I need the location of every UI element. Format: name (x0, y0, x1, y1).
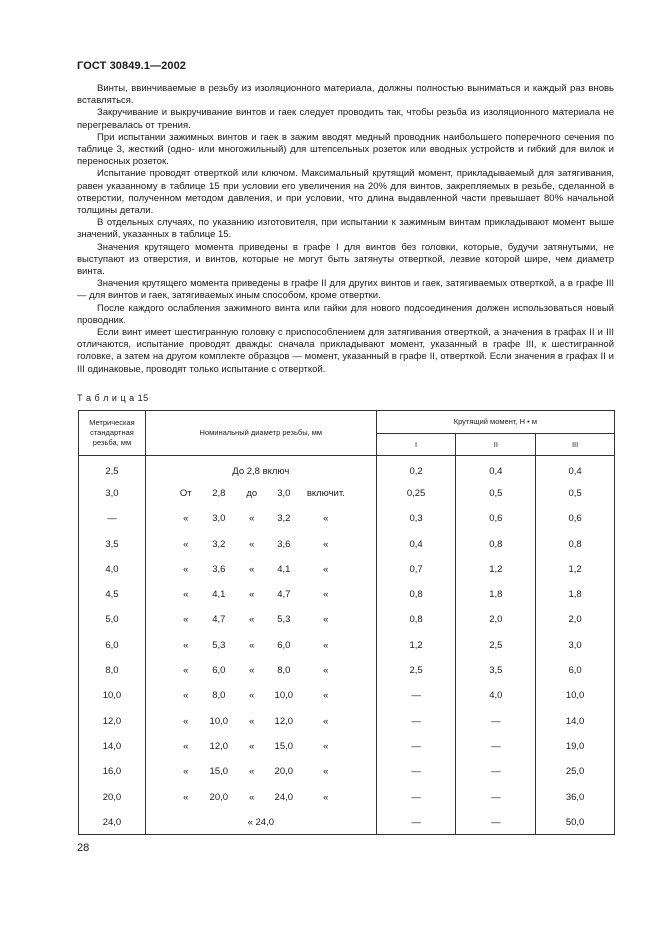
nominal-part-d: 4,7 (277, 589, 291, 601)
table-row (79, 506, 615, 531)
cell-thread: 3,0 (79, 481, 146, 506)
cell-torque-3: 0,4 (536, 456, 615, 481)
cell-torque-2: 2,5 (456, 633, 536, 658)
cell-torque-2: — (456, 784, 536, 809)
cell-thread: 10,0 (79, 683, 146, 708)
nominal-part-b: 3,0 (212, 513, 226, 525)
nominal-part-c: « (249, 665, 255, 677)
cell-torque-1: — (376, 759, 456, 784)
cell-torque-1: 0,4 (376, 531, 456, 556)
table-row (79, 734, 615, 759)
header-thread: Метрическая стандартная резьба, мм (79, 411, 146, 456)
cell-torque-3: 0,6 (536, 506, 615, 531)
nominal-part-b: 12,0 (209, 740, 229, 752)
nominal-part-b: 4,1 (212, 589, 226, 601)
nominal-part-c: « (249, 766, 255, 778)
cell-thread: 2,5 (79, 456, 146, 481)
nominal-part-c: « (249, 538, 255, 550)
nominal-part-e: « (323, 791, 329, 803)
table-row (79, 810, 615, 835)
cell-nominal-diameter (145, 531, 376, 556)
table-row (79, 633, 615, 658)
cell-torque-1: — (376, 784, 456, 809)
cell-torque-3: 14,0 (536, 708, 615, 733)
nominal-part-d: 6,0 (277, 639, 291, 651)
nominal-part-d: 5,3 (277, 614, 291, 626)
cell-torque-3: 3,0 (536, 633, 615, 658)
cell-torque-3: 1,8 (536, 582, 615, 607)
cell-torque-3: 10,0 (536, 683, 615, 708)
cell-nominal-diameter (145, 582, 376, 607)
cell-torque-1: 0,2 (376, 456, 456, 481)
nominal-part-b: 2,8 (212, 487, 226, 499)
nominal-part-c: « (249, 614, 255, 626)
cell-thread: 4,5 (79, 582, 146, 607)
body-text (77, 83, 614, 376)
nominal-part-a: « (183, 791, 189, 803)
nominal-part-e: « (323, 589, 329, 601)
table-row (79, 784, 615, 809)
cell-nominal-diameter (145, 633, 376, 658)
nominal-part-c: « (249, 715, 255, 727)
cell-nominal-diameter (145, 607, 376, 632)
nominal-part-a: От (179, 487, 192, 499)
nominal-part-e: « (323, 538, 329, 550)
cell-torque-1: — (376, 683, 456, 708)
table-row (79, 658, 615, 683)
nominal-part-e: « (323, 766, 329, 778)
nominal-part-b: 6,0 (212, 665, 226, 677)
cell-nominal-diameter (145, 759, 376, 784)
cell-torque-2: — (456, 734, 536, 759)
cell-torque-1: 2,5 (376, 658, 456, 683)
torque-table (78, 410, 615, 835)
cell-torque-2: — (456, 810, 536, 835)
cell-thread: 4,0 (79, 557, 146, 582)
cell-torque-1: 0,3 (376, 506, 456, 531)
cell-thread: 5,0 (79, 607, 146, 632)
paragraph: После каждого ослабления зажимного винта или гайки для нового подсоединения должен использоваться новый проводник. (77, 302, 614, 326)
cell-torque-3: 19,0 (536, 734, 615, 759)
nominal-part-e: « (323, 665, 329, 677)
nominal-part-d: 8,0 (277, 665, 291, 677)
cell-torque-2: — (456, 759, 536, 784)
header-col-1: I (376, 434, 456, 456)
cell-torque-3: 0,8 (536, 531, 615, 556)
nominal-part-a: « (183, 665, 189, 677)
nominal-part-e: « (323, 563, 329, 575)
nominal-part-c: « (249, 791, 255, 803)
nominal-part-a: « (183, 614, 189, 626)
nominal-part-d: 3,2 (277, 513, 291, 525)
cell-torque-1: — (376, 810, 456, 835)
nominal-part-a: « (183, 589, 189, 601)
table-row (79, 456, 615, 481)
cell-torque-2: 0,8 (456, 531, 536, 556)
nominal-part-a: « (183, 740, 189, 752)
nominal-part-b: 10,0 (209, 715, 229, 727)
cell-thread: 24,0 (79, 810, 146, 835)
nominal-part-d: 10,0 (274, 690, 294, 702)
paragraph: Закручивание и выкручивание винтов и гаек следует проводить так, чтобы резьба из изоляционного материала не перегревалась от трения. (77, 107, 614, 131)
table-caption: Т а б л и ц а 15 (77, 393, 149, 403)
table-row (79, 557, 615, 582)
nominal-part-e: « (323, 740, 329, 752)
cell-torque-2: 3,5 (456, 658, 536, 683)
cell-thread: 12,0 (79, 708, 146, 733)
cell-thread: 20,0 (79, 784, 146, 809)
cell-thread: 16,0 (79, 759, 146, 784)
cell-nominal-diameter (145, 557, 376, 582)
cell-torque-2: 2,0 (456, 607, 536, 632)
nominal-part-e: « (323, 690, 329, 702)
cell-thread: 14,0 (79, 734, 146, 759)
cell-torque-2: 0,4 (456, 456, 536, 481)
nominal-part-a: « (183, 639, 189, 651)
header-col-3: III (536, 434, 615, 456)
paragraph: Если винт имеет шестигранную головку с приспособлением для затягивания отверткой, а значения в графах II и III отличаются, испытание проводят дважды: сначала прикладывают момент, указанный в графе III, к шестигранной головке, а затем на другом комплекте образцов — момент, указанный в графе II, отверткой. Если значения в графах II и III одинаковые, проводят только испытание с отверткой. (77, 327, 614, 375)
cell-nominal-diameter (145, 658, 376, 683)
nominal-part-b: 3,2 (212, 538, 226, 550)
cell-torque-1: 1,2 (376, 633, 456, 658)
nominal-part-c: до (246, 487, 258, 499)
nominal-part-b: 20,0 (209, 791, 229, 803)
nominal-part-c: « (249, 589, 255, 601)
cell-torque-1: 0,8 (376, 607, 456, 632)
cell-torque-3: 50,0 (536, 810, 615, 835)
nominal-part-a: « (183, 766, 189, 778)
nominal-part-b: 5,3 (212, 639, 226, 651)
table-row (79, 759, 615, 784)
cell-nominal-diameter (145, 506, 376, 531)
nominal-part-b: 4,7 (212, 614, 226, 626)
cell-nominal-diameter (145, 734, 376, 759)
cell-torque-1: 0,7 (376, 557, 456, 582)
table-row (79, 531, 615, 556)
cell-nominal-diameter (145, 784, 376, 809)
cell-thread: 3,5 (79, 531, 146, 556)
paragraph: Значения крутящего момента приведены в графе II для других винтов и гаек, затягиваемых отверткой, а в графе III — для винтов и гаек, затягиваемых иным способом, кроме отвертки. (77, 278, 614, 302)
nominal-part-c: « (249, 740, 255, 752)
nominal-part-e: « (323, 614, 329, 626)
paragraph: Винты, ввинчиваемые в резьбу из изоляционного материала, должны полностью выниматься и каждый раз вновь вставляться. (77, 83, 614, 107)
document-header: ГОСТ 30849.1—2002 (77, 60, 187, 72)
paragraph: Испытание проводят отверткой или ключом. Максимальный крутящий момент, прикладываемый для затягивания, равен указанному в таблице 15 при условии его увеличения на 20% для винтов, закрепляемых в резьбе, сделанной в отверстии, полученном методом давления, и при условии, что длина выдавленной части превышает 80% начальной толщины детали. (77, 168, 614, 217)
cell-torque-3: 2,0 (536, 607, 615, 632)
paragraph: В отдельных случаях, по указанию изготовителя, при испытании к зажимным винтам прикладывают момент выше значений, указанных в таблице 15. (77, 217, 614, 241)
nominal-part-e: « (323, 513, 329, 525)
nominal-part-e: « (323, 715, 329, 727)
nominal-part-d: 20,0 (274, 766, 294, 778)
cell-thread: 8,0 (79, 658, 146, 683)
cell-torque-2: 0,6 (456, 506, 536, 531)
cell-torque-1: — (376, 708, 456, 733)
header-col-2: II (456, 434, 536, 456)
nominal-part-d: 3,0 (277, 487, 291, 499)
cell-torque-3: 0,5 (536, 481, 615, 506)
nominal-part-a: « (183, 538, 189, 550)
nominal-part-d: 24,0 (274, 791, 294, 803)
nominal-part-c: « (249, 690, 255, 702)
cell-nominal-diameter (145, 683, 376, 708)
cell-torque-1: — (376, 734, 456, 759)
cell-thread: — (79, 506, 146, 531)
cell-nominal-diameter (145, 708, 376, 733)
nominal-part-d: 12,0 (274, 715, 294, 727)
cell-nominal-diameter: До 2,8 включ (145, 456, 376, 481)
paragraph: Значения крутящего момента приведены в графе I для винтов без головки, которые, будучи затянутыми, не выступают из отверстия, и винтов, которые не могут быть затянуты отверткой, лезвие которой шире, чем диаметр винта. (77, 241, 614, 278)
cell-thread: 6,0 (79, 633, 146, 658)
nominal-part-a: « (183, 690, 189, 702)
nominal-part-a: « (183, 563, 189, 575)
nominal-part-a: « (183, 715, 189, 727)
table-row (79, 481, 615, 506)
header-nominal-diameter: Номинальный диаметр резьбы, мм (145, 411, 376, 456)
page-number: 28 (77, 842, 90, 854)
cell-torque-2: 0,5 (456, 481, 536, 506)
nominal-part-d: 3,6 (277, 538, 291, 550)
cell-nominal-diameter: « 24,0 (145, 810, 376, 835)
nominal-part-b: 15,0 (209, 766, 229, 778)
cell-torque-1: 0,25 (376, 481, 456, 506)
paragraph: При испытании зажимных винтов и гаек в зажим вводят медный проводник наибольшего поперечного сечения по таблице 3, жесткий (одно- или многожильный) для штепсельных розеток или вводных устройств и гибкий для вилок и переносных розеток. (77, 131, 614, 168)
nominal-part-c: « (249, 639, 255, 651)
cell-torque-2: 1,2 (456, 557, 536, 582)
table-row (79, 607, 615, 632)
nominal-part-b: 3,6 (212, 563, 226, 575)
nominal-part-a: « (183, 513, 189, 525)
table-body (79, 456, 615, 835)
nominal-part-e: « (323, 639, 329, 651)
nominal-part-d: 4,1 (277, 563, 291, 575)
cell-nominal-diameter (145, 481, 376, 506)
nominal-part-c: « (249, 513, 255, 525)
cell-torque-2: 1,8 (456, 582, 536, 607)
nominal-part-b: 8,0 (212, 690, 226, 702)
cell-torque-3: 6,0 (536, 658, 615, 683)
cell-torque-3: 25,0 (536, 759, 615, 784)
table-row (79, 708, 615, 733)
nominal-part-d: 15,0 (274, 740, 294, 752)
cell-torque-2: — (456, 708, 536, 733)
header-torque: Крутящий момент, Н • м (376, 411, 614, 434)
cell-torque-3: 1,2 (536, 557, 615, 582)
cell-torque-2: 4,0 (456, 683, 536, 708)
nominal-part-c: « (249, 563, 255, 575)
cell-torque-3: 36,0 (536, 784, 615, 809)
table-row (79, 683, 615, 708)
table-row (79, 582, 615, 607)
nominal-part-e: включит. (306, 487, 345, 499)
cell-torque-1: 0,8 (376, 582, 456, 607)
